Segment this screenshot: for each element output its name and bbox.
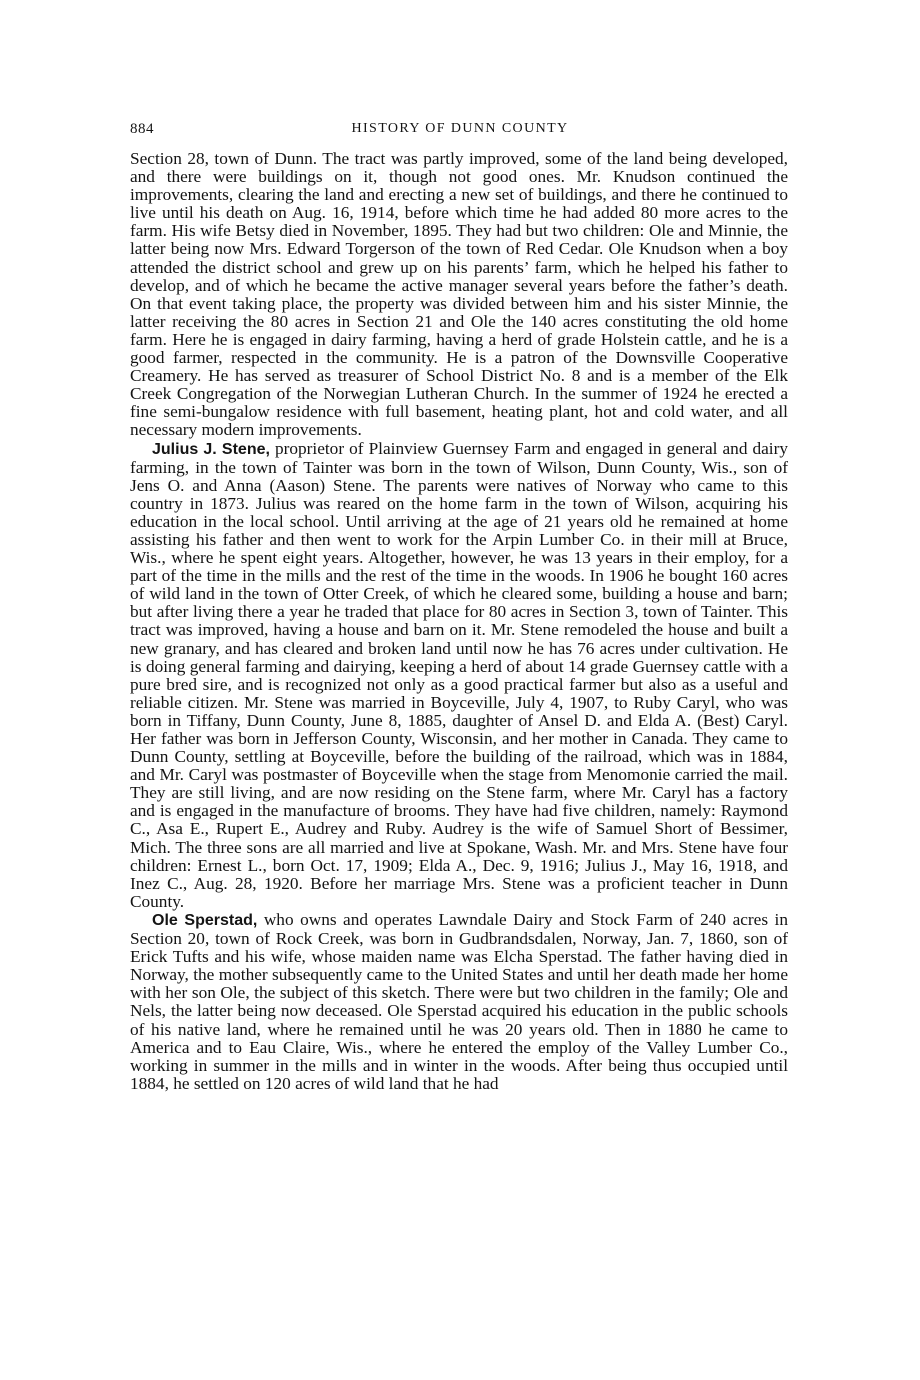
page-number: 884 bbox=[130, 121, 154, 137]
paragraph-julius-stene bbox=[130, 440, 788, 911]
paragraph-text: who owns and operates Lawndale Dairy and Stock Farm of 240 acres in Section 20, town of Rock Creek, was born in Gudbrandsdalen, Norway, Jan. 7, 1860, son of Erick Tufts and his wife, whose maiden name was Elcha Sperstad. The father having died in Norway, the mother subsequently came to the United States and until her death made her home with her son Ole, the subject of this sketch. There were but two children in the family; Ole and Nels, the latter being now deceased. Ole Sperstad acquired his education in the public schools of his native land, where he remained until he was 20 years old. Then in 1880 he came to America and to Eau Claire, Wis., where he entered the employ of the Valley Lumber Co., working in summer in the mills and in winter in the woods. After being thus occupied until 1884, he settled on 120 acres of wild land that he had bbox=[130, 909, 788, 1093]
paragraph-ole-sperstad bbox=[130, 911, 788, 1093]
paragraph-text: Section 28, town of Dunn. The tract was partly improved, some of the land being developed, and there were buildings on it, though not good ones. Mr. Knudson continued the improvements, clearing the land and erecting a new set of buildings, and there he continued to live until his death on Aug. 16, 1914, before which time he had added 80 more acres to the farm. His wife Betsy died in November, 1895. They had but two children: Ole and Minnie, the latter being now Mrs. Edward Torgerson of the town of Red Cedar. Ole Knudson when a boy attended the district school and grew up on his parents’ farm, which he helped his father to develop, and of which he became the active manager several years before the father’s death. On that event taking place, the property was divided between him and his sister Minnie, the latter receiving the 80 acres in Section 21 and Ole the 140 acres constituting the old home farm. Here he is engaged in dairy farming, having a herd of grade Holstein cattle, and he is a good farmer, respected in the community. He is a patron of the Downsville Cooperative Creamery. He has served as treasurer of School District No. 8 and is a member of the Elk Creek Congregation of the Norwegian Lutheran Church. In the summer of 1924 he erected a fine semi-bungalow residence with full basement, heating plant, hot and cold water, and all necessary modern improvements. bbox=[130, 149, 788, 440]
biography-name: Julius J. Stene, bbox=[152, 440, 270, 458]
biography-name: Ole Sperstad, bbox=[152, 911, 258, 929]
page-header bbox=[130, 121, 790, 143]
paragraph-knudson-continued bbox=[130, 150, 788, 440]
running-title: HISTORY OF DUNN COUNTY bbox=[351, 121, 569, 136]
paragraph-text: proprietor of Plainview Guernsey Farm and engaged in general and dairy farming, in the town of Tainter was born in the town of Wilson, Dunn County, Wis., son of Jens O. and Anna (Aason) Stene. The parents were natives of Norway who came to this country in 1873. Julius was reared on the home farm in the town of Wilson, acquiring his education in the local school. Until arriving at the age of 21 years old he remained at home assisting his father and then went to work for the Arpin Lumber Co. in their mill at Bruce, Wis., where he spent eight years. Altogether, however, he was 13 years in their employ, for a part of the time in the mills and the rest of the time in the woods. In 1906 he bought 160 acres of wild land in the town of Otter Creek, of which he cleared some, building a house and barn; but after living there a year he traded that place for 80 acres in Section 3, town of Tainter. This tract was improved, having a house and barn on it. Mr. Stene remodeled the house and built a new granary, and has cleared and broken land until now he has 76 acres under cultivation. He is doing general farming and dairying, keeping a herd of about 14 grade Guernsey cattle with a pure bred sire, and is recognized not only as a good practical farmer but also as a useful and reliable citizen. Mr. Stene was married in Boyceville, July 4, 1907, to Ruby Caryl, who was born in Tiffany, Dunn County, June 8, 1885, daughter of Ansel D. and Elda A. (Best) Caryl. Her father was born in Jefferson County, Wisconsin, and her mother in Canada. They came to Dunn County, settling at Boyceville, before the building of the railroad, which was in 1884, and Mr. Caryl was postmaster of Boyceville when the stage from Menomonie carried the mail. They are still living, and are now residing on the Stene farm, where Mr. Caryl has a factory and is engaged in the manufacture of brooms. They have had five children, namely: Raymond C., Asa E., Rupert E., Audrey and Ruby. Audrey is the wife of Samuel Short of Bessimer, Mich. The three sons are all married and live at Spokane, Wash. Mr. and Mrs. Stene have four children: Ernest L., born Oct. 17, 1909; Elda A., Dec. 9, 1916; Julius J., May 16, 1918, and Inez C., Aug. 28, 1920. Before her marriage Mrs. Stene was a proficient teacher in Dunn County. bbox=[130, 438, 789, 911]
body-text bbox=[130, 150, 788, 1093]
